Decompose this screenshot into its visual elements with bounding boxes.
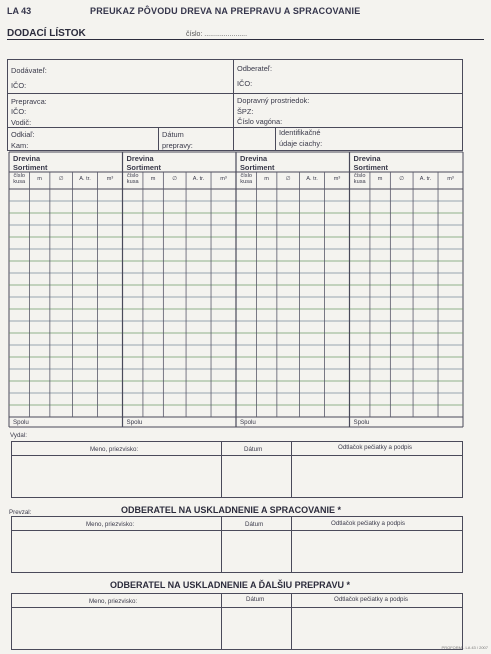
column-header: m [150,176,156,182]
vehicle-field[interactable]: Dopravný prostriedok: [237,96,310,105]
issued-date-header: Dátum [244,446,263,453]
column-header: A. tr. [79,176,91,182]
total-label: Spolu [353,419,370,426]
received-title: ODBERATEL NA USKLADNENIE A SPRACOVANIE * [121,505,342,515]
count-header: kusa [126,179,139,185]
customer-ico-field[interactable]: IČO: [237,79,253,88]
count-header: kusa [240,179,253,185]
ident-label: Identifikačné [279,128,321,137]
from-field[interactable]: Odkiaľ: [11,130,35,139]
form-code: LA 43 [7,6,32,16]
issued-stamp-header: Odtlačok pečiatky a podpis [338,444,412,451]
footer-code: PROFORM - LA 43 / 2007 [441,645,488,650]
species-label: Drevina [353,154,381,163]
column-header: ∅ [285,176,291,182]
received-label: Prevzal: [9,509,32,516]
total-label: Spolu [240,419,256,426]
date-label: Dátum [162,130,184,139]
document-title: DODACÍ LÍSTOK [7,28,86,39]
to-field[interactable]: Kam: [11,141,29,150]
column-header: m³ [220,176,227,182]
column-header: m³ [333,176,341,182]
count-header: číslo [126,173,139,179]
carrier-ico-field[interactable]: IČO: [11,107,27,116]
further-stamp-header: Odtlačok pečiatky a podpis [334,596,408,603]
form-title: PREUKAZ PÔVODU DREVA NA PREPRAVU A SPRACOVANIE [90,6,361,16]
assortment-label: Sortiment [353,163,388,172]
total-label: Spolu [126,419,143,426]
issued-label: Vydal: [10,432,27,439]
column-header: m [377,176,383,182]
column-header: m [264,176,269,182]
carrier-field[interactable]: Prepravca: [11,97,47,106]
further-title: ODBERATEL NA USKLADNENIE A ĎALŠIU PREPRAVU * [110,580,351,590]
assortment-label: Sortiment [240,163,275,172]
issued-name-header: Meno, priezvisko: [90,446,139,453]
species-label: Drevina [13,154,41,163]
column-header: m³ [106,176,114,182]
column-header: m³ [447,176,454,182]
column-header: A. tr. [192,176,205,182]
assortment-label: Sortiment [126,163,161,172]
further-name-header: Meno, priezvisko: [89,598,138,605]
count-header: číslo [13,173,25,179]
supplier-ico-field[interactable]: IČO: [11,81,27,90]
driver-field[interactable]: Vodič: [11,118,32,127]
column-header: ∅ [172,176,178,182]
column-header: ∅ [58,176,64,182]
column-header: A. tr. [306,176,318,182]
issued-box [12,442,463,498]
species-label: Drevina [240,154,268,163]
received-name-header: Meno, priezvisko: [86,521,135,528]
species-label: Drevina [126,154,154,163]
column-header: m [37,176,42,182]
further-date-header: Dátum [246,596,265,603]
column-header: ∅ [399,176,405,182]
customer-field[interactable]: Odberateľ: [237,64,273,73]
further-box [12,594,463,650]
count-header: kusa [353,179,366,185]
received-box [12,517,463,573]
wagon-field[interactable]: Číslo vagóna: [237,117,283,126]
spz-field[interactable]: ŠPZ: [237,107,254,116]
transport-date-field[interactable]: prepravy: [162,141,193,150]
received-stamp-header: Odtlačok pečiatky a podpis [331,520,405,527]
received-date-header: Dátum [245,521,264,528]
total-label: Spolu [13,419,29,426]
assortment-label: Sortiment [13,163,48,172]
count-header: kusa [13,179,26,185]
count-header: číslo [353,173,366,179]
supplier-field[interactable]: Dodávateľ: [11,66,47,75]
column-header: A. tr. [419,176,432,182]
ident-field[interactable]: údaje ciachy: [279,139,323,148]
document-number-field[interactable]: číslo: ...................... [186,31,248,38]
count-header: číslo [240,173,252,179]
